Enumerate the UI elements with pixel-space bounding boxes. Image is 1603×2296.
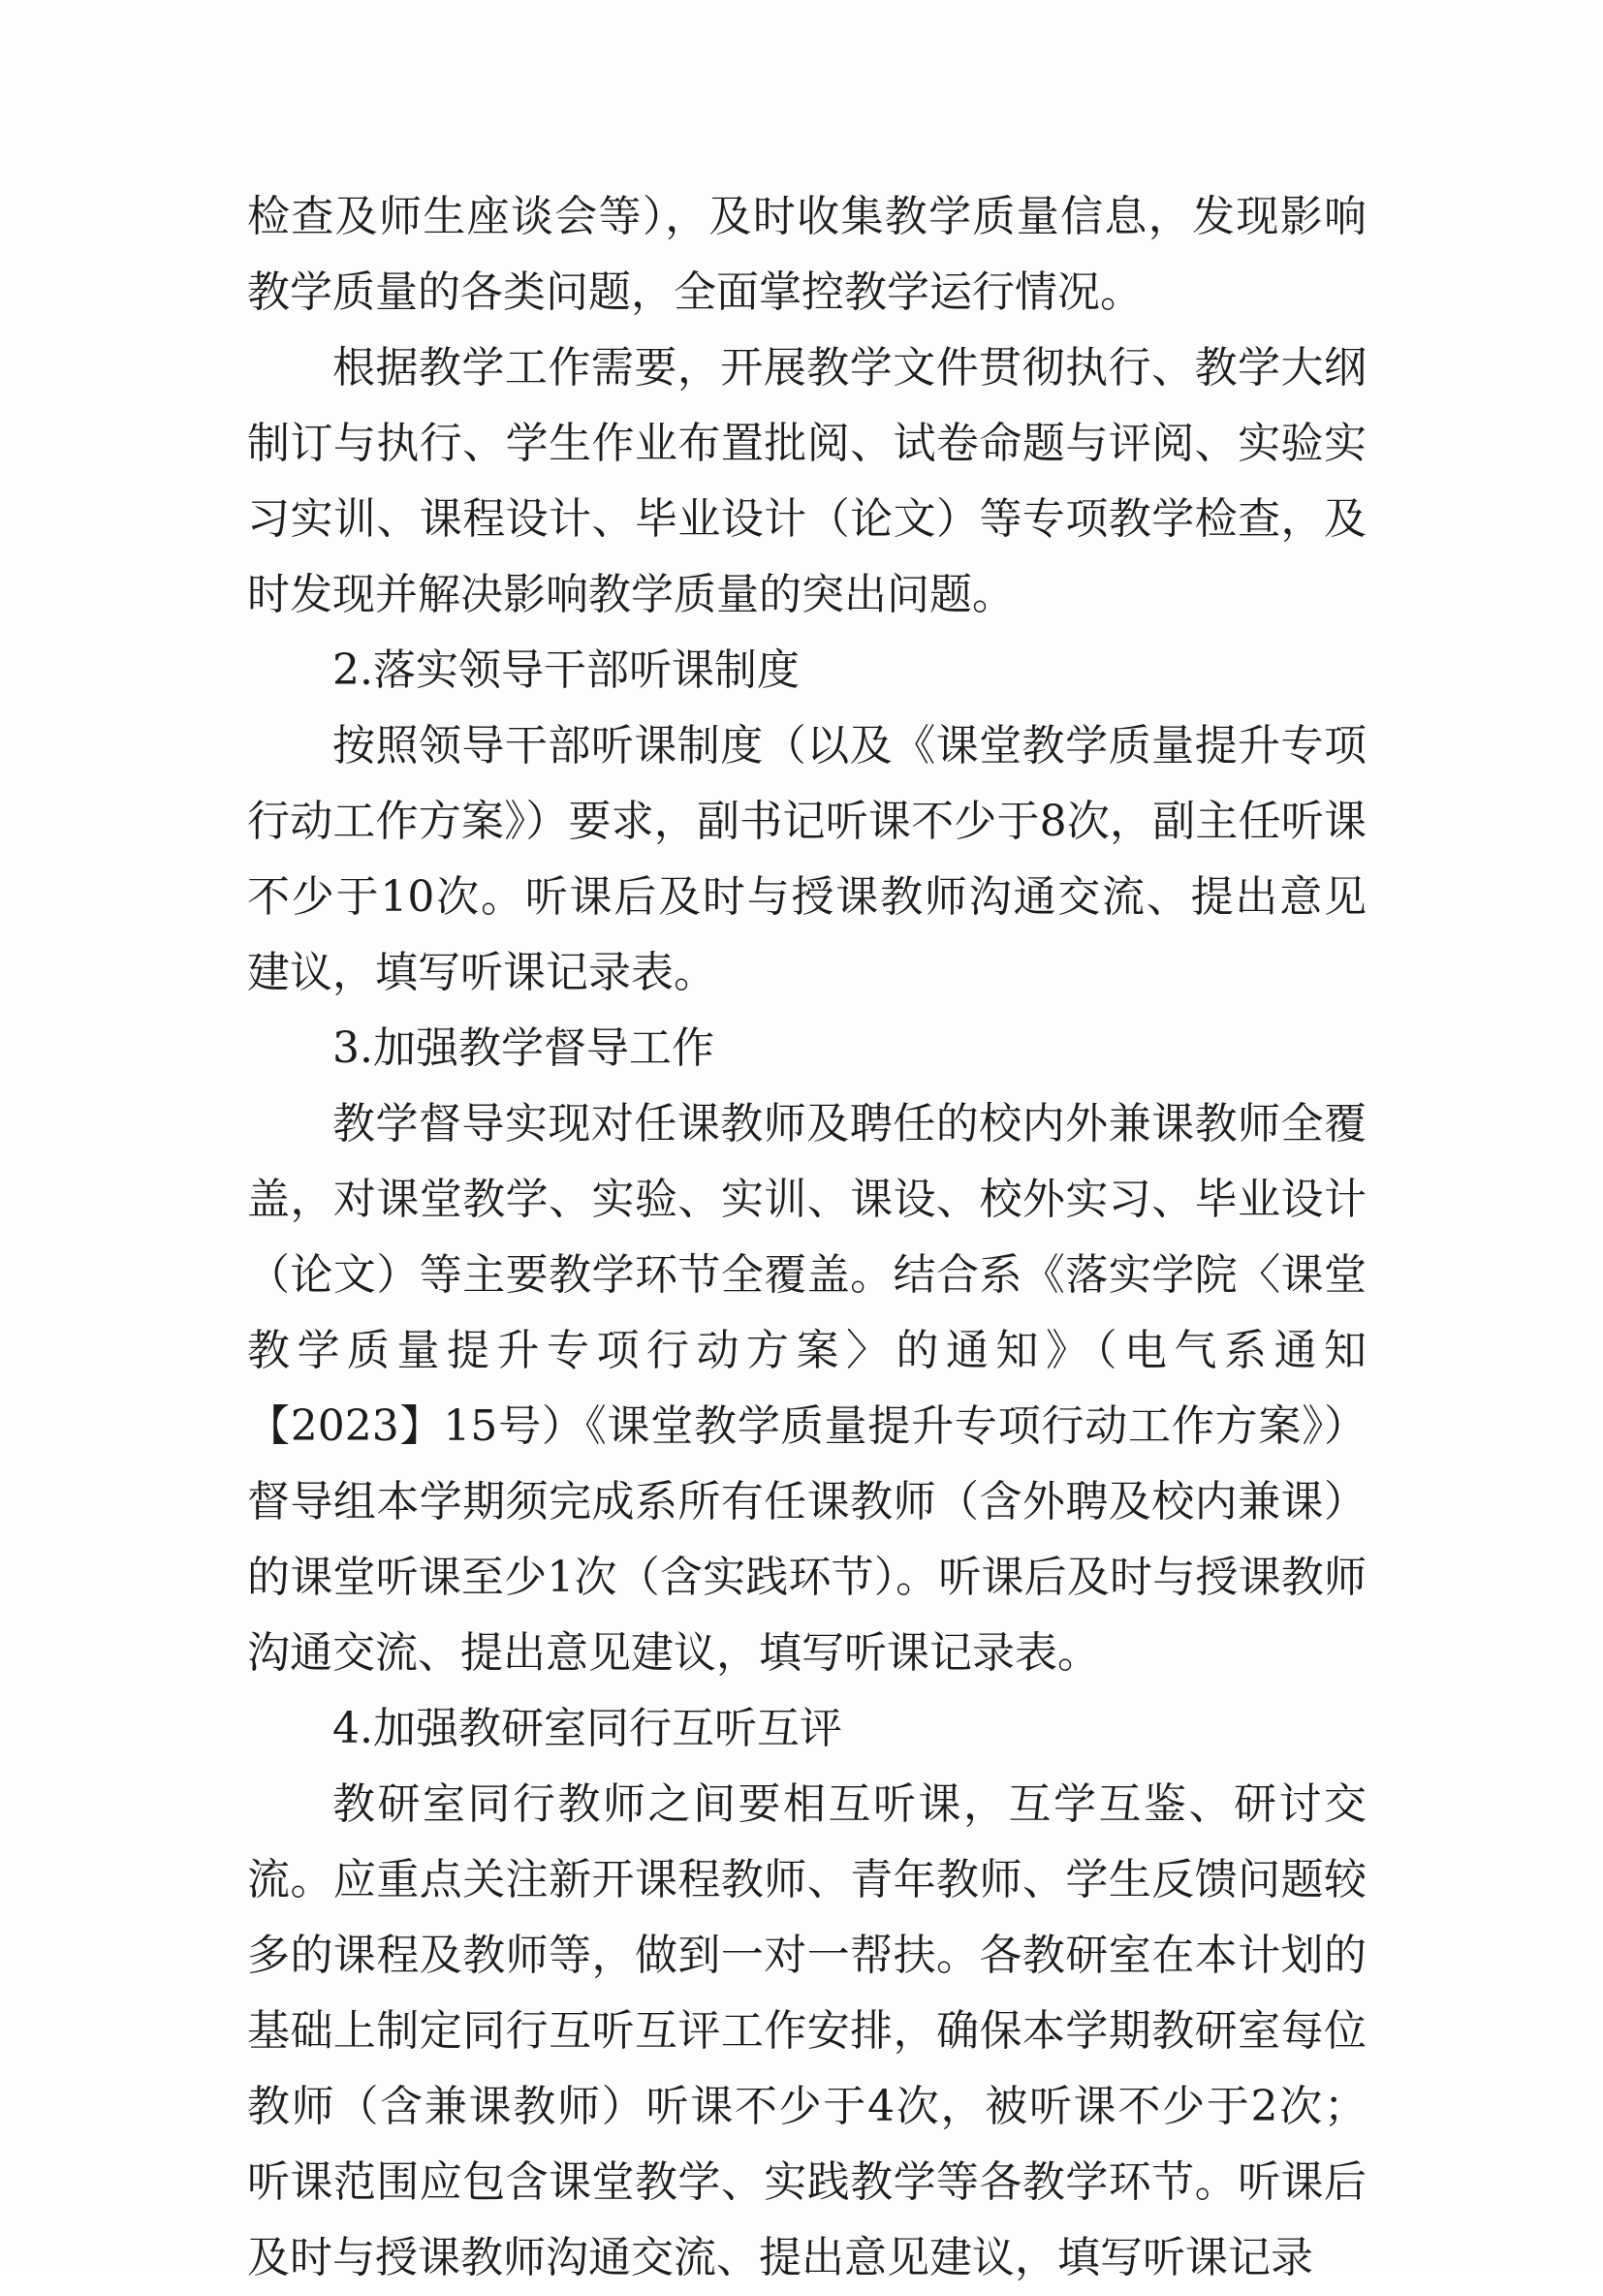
heading-peer-evaluation: 4.加强教研室同行互听互评 — [332, 1704, 842, 1753]
paragraph-continuation: 检查及师生座谈会等），及时收集教学质量信息，发现影响教学质量的各类问题，全面掌控教学运行情况。 — [247, 192, 1367, 317]
document-body — [247, 179, 1367, 2296]
heading-teaching-supervision: 3.加强教学督导工作 — [332, 1023, 714, 1073]
paragraph-peer-evaluation: 教研室同行教师之间要相互听课，互学互鉴、研讨交流。应重点关注新开课程教师、青年教师、学生反馈问题较多的课程及教师等，做到一对一帮扶。各教研室在本计划的基础上制定同行互听互评工作安排，确保本学期教研室每位教师（含兼课教师）听课不少于4次，被听课不少于2次；听课范围应包含课堂教学、实践教学等各教学环节。听课后及时与授课教师沟通交流、提出意见建议，填写听课记录 — [247, 1779, 1367, 2282]
paragraph-special-inspection: 根据教学工作需要，开展教学文件贯彻执行、教学大纲制订与执行、学生作业布置批阅、试卷命题与评阅、实验实习实训、课程设计、毕业设计（论文）等专项教学检查，及时发现并解决影响教学质量的突出问题。 — [247, 343, 1367, 619]
heading-leader-lecture-system: 2.落实领导干部听课制度 — [332, 645, 800, 695]
paragraph-leader-lecture-system: 按照领导干部听课制度（以及《课堂教学质量提升专项行动工作方案》）要求，副书记听课不少于8次，副主任听课不少于10次。听课后及时与授课教师沟通交流、提出意见建议，填写听课记录表。 — [247, 721, 1367, 997]
paragraph-teaching-supervision: 教学督导实现对任课教师及聘任的校内外兼课教师全覆盖，对课堂教学、实验、实训、课设、校外实习、毕业设计（论文）等主要教学环节全覆盖。结合系《落实学院〈课堂教学质量提升专项行动方案〉的通知》（电气系通知【2023】15号）《课堂教学质量提升专项行动工作方案》）督导组本学期须完成系所有任课教师（含外聘及校内兼课）的课堂听课至少1次（含实践环节）。听课后及时与授课教师沟通交流、提出意见建议，填写听课记录表。 — [247, 1099, 1367, 1678]
